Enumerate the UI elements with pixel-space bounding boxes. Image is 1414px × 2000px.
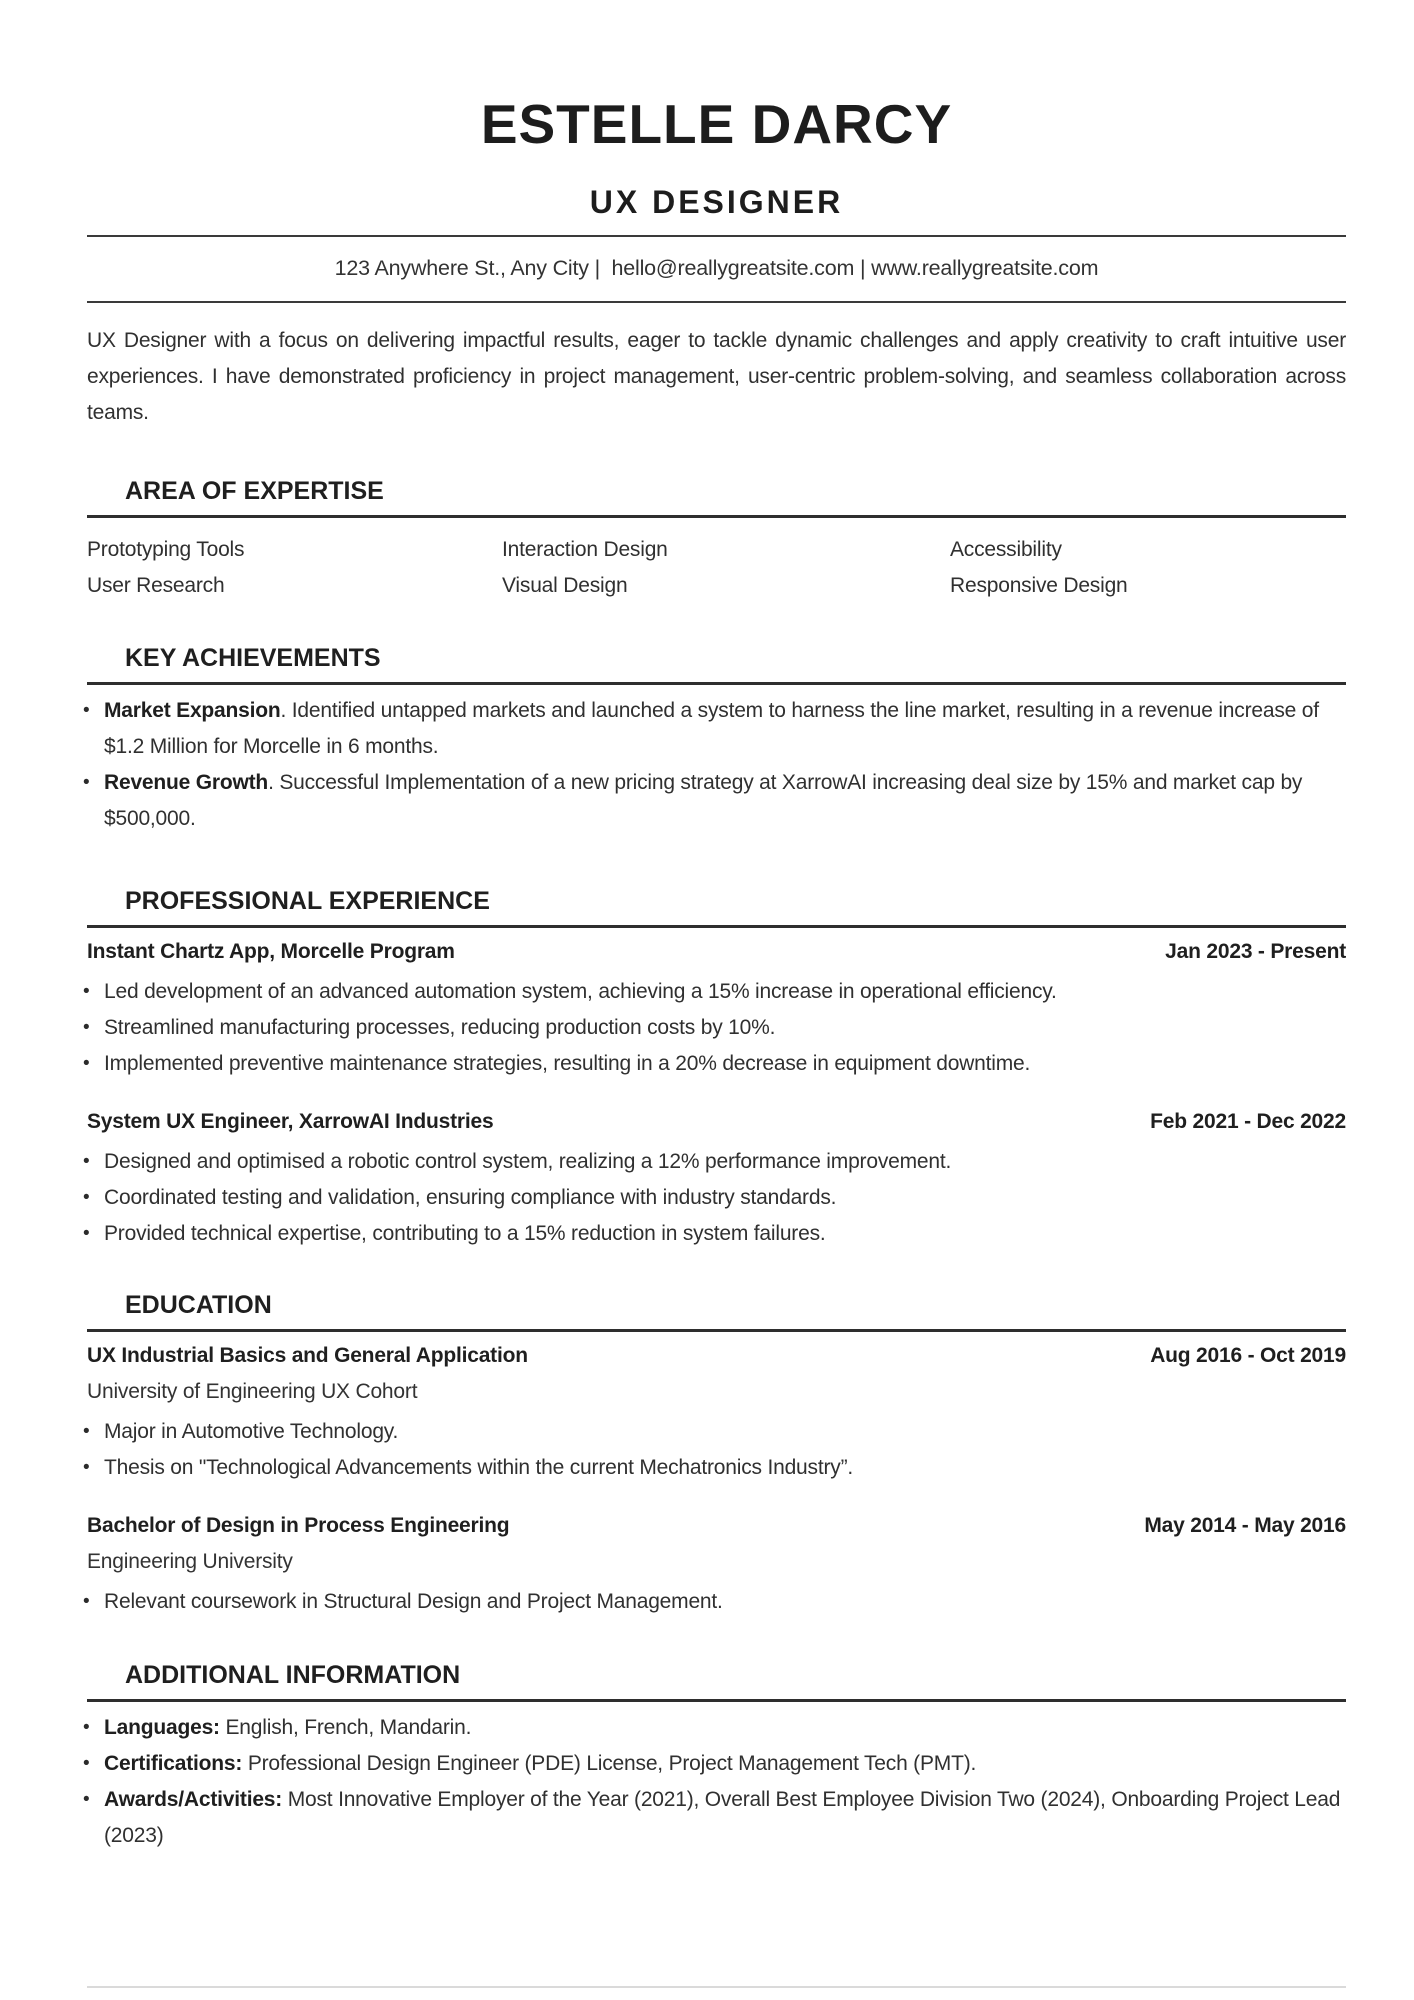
job-entry	[87, 1104, 1346, 1252]
header-rule-top	[87, 235, 1346, 237]
education-entry	[87, 1338, 1346, 1486]
education-dates: May 2014 - May 2016	[1144, 1514, 1346, 1537]
achievements-list	[87, 693, 1346, 837]
education-dates: Aug 2016 - Oct 2019	[1150, 1344, 1346, 1367]
section-rule	[87, 682, 1346, 685]
list-item	[87, 693, 1346, 765]
section-achievements	[87, 643, 1346, 837]
section-rule	[87, 1329, 1346, 1332]
job-bullets	[87, 974, 1346, 1082]
expertise-item: Accessibility	[950, 538, 1062, 561]
education-bullets	[87, 1414, 1346, 1486]
list-item: • Coordinated testing and validation, ensuring compliance with industry standards.	[87, 1180, 1346, 1216]
header-rule-bottom	[87, 301, 1346, 303]
expertise-item: User Research	[87, 574, 225, 597]
education-title: UX Industrial Basics and General Application	[87, 1344, 528, 1367]
section-heading-education: EDUCATION	[125, 1291, 272, 1319]
summary-paragraph: UX Designer with a focus on delivering impactful results, eager to tackle dynamic challenges and apply creativity to craft intuitive user experiences. I have demonstrated proficiency in project management, user-centric problem-solving, and seamless collaboration across teams.	[87, 329, 1346, 424]
education-entry	[87, 1508, 1346, 1620]
section-heading-additional: ADDITIONAL INFORMATION	[125, 1661, 461, 1689]
job-dates: Jan 2023 - Present	[1165, 940, 1346, 963]
list-item: • Led development of an advanced automation system, achieving a 15% increase in operational efficiency.	[87, 974, 1346, 1010]
section-rule	[87, 1699, 1346, 1702]
list-item: • Thesis on "Technological Advancements within the current Mechatronics Industry”.	[87, 1450, 1346, 1486]
achievement-text: . Successful Implementation of a new pricing strategy at XarrowAI increasing deal size by 15% and market cap by $500,000.	[104, 771, 1303, 830]
expertise-column	[502, 532, 950, 604]
job-title: System UX Engineer, XarrowAI Industries	[87, 1110, 494, 1133]
list-item	[87, 765, 1346, 837]
achievement-lead: Revenue Growth	[104, 771, 269, 794]
achievement-text: . Identified untapped markets and launched a system to harness the line market, resulting in a revenue increase of $1.2 Million for Morcelle in 6 months.	[104, 699, 1319, 758]
list-item	[87, 1782, 1346, 1854]
info-text: Professional Design Engineer (PDE) License, Project Management Tech (PMT).	[242, 1752, 977, 1775]
list-item	[87, 1710, 1346, 1746]
list-item: • Implemented preventive maintenance strategies, resulting in a 20% decrease in equipment downtime.	[87, 1046, 1346, 1082]
section-heading-expertise: AREA OF EXPERTISE	[125, 477, 384, 505]
page-bottom-rule	[87, 1986, 1346, 1988]
name-heading: ESTELLE DARCY	[480, 93, 953, 155]
education-subtitle: University of Engineering UX Cohort	[87, 1380, 418, 1403]
achievement-lead: Market Expansion	[104, 699, 281, 722]
section-experience	[87, 886, 1346, 1252]
section-heading-experience: PROFESSIONAL EXPERIENCE	[125, 887, 490, 915]
role-heading: UX DESIGNER	[589, 184, 844, 220]
section-education	[87, 1290, 1346, 1620]
expertise-item: Visual Design	[502, 574, 628, 597]
job-title: Instant Chartz App, Morcelle Program	[87, 940, 455, 963]
section-rule	[87, 515, 1346, 518]
expertise-column	[950, 532, 1346, 604]
expertise-item: Interaction Design	[502, 538, 668, 561]
job-entry	[87, 934, 1346, 1082]
education-header	[87, 1508, 1346, 1544]
education-header	[87, 1338, 1346, 1374]
contact-line: 123 Anywhere St., Any City | hello@reallygreatsite.com | www.reallygreatsite.com	[334, 256, 1099, 280]
section-expertise	[87, 476, 1346, 604]
info-lead: Certifications:	[104, 1752, 243, 1775]
info-text: Most Innovative Employer of the Year (2021), Overall Best Employee Division Two (2024), Onboarding Project Lead (2023)	[104, 1788, 1341, 1847]
expertise-column	[87, 532, 502, 604]
list-item: • Streamlined manufacturing processes, reducing production costs by 10%.	[87, 1010, 1346, 1046]
education-subtitle: Engineering University	[87, 1550, 293, 1573]
section-heading-achievements: KEY ACHIEVEMENTS	[125, 644, 381, 672]
expertise-grid	[87, 532, 1346, 604]
list-item: • Major in Automotive Technology.	[87, 1414, 1346, 1450]
list-item	[87, 1746, 1346, 1782]
job-bullets	[87, 1144, 1346, 1252]
info-lead: Awards/Activities:	[104, 1788, 283, 1811]
list-item: • Provided technical expertise, contributing to a 15% reduction in system failures.	[87, 1216, 1346, 1252]
info-lead: Languages:	[104, 1716, 220, 1739]
expertise-item: Responsive Design	[950, 574, 1128, 597]
job-header	[87, 1104, 1346, 1140]
job-dates: Feb 2021 - Dec 2022	[1150, 1110, 1346, 1133]
expertise-item: Prototyping Tools	[87, 538, 245, 561]
education-bullets	[87, 1584, 1346, 1620]
additional-info-list	[87, 1710, 1346, 1854]
section-additional-information	[87, 1660, 1346, 1854]
section-rule	[87, 925, 1346, 928]
list-item: • Designed and optimised a robotic control system, realizing a 12% performance improvement.	[87, 1144, 1346, 1180]
job-header	[87, 934, 1346, 970]
education-title: Bachelor of Design in Process Engineering	[87, 1514, 510, 1537]
info-text: English, French, Mandarin.	[219, 1716, 472, 1739]
list-item: • Relevant coursework in Structural Design and Project Management.	[87, 1584, 1346, 1620]
